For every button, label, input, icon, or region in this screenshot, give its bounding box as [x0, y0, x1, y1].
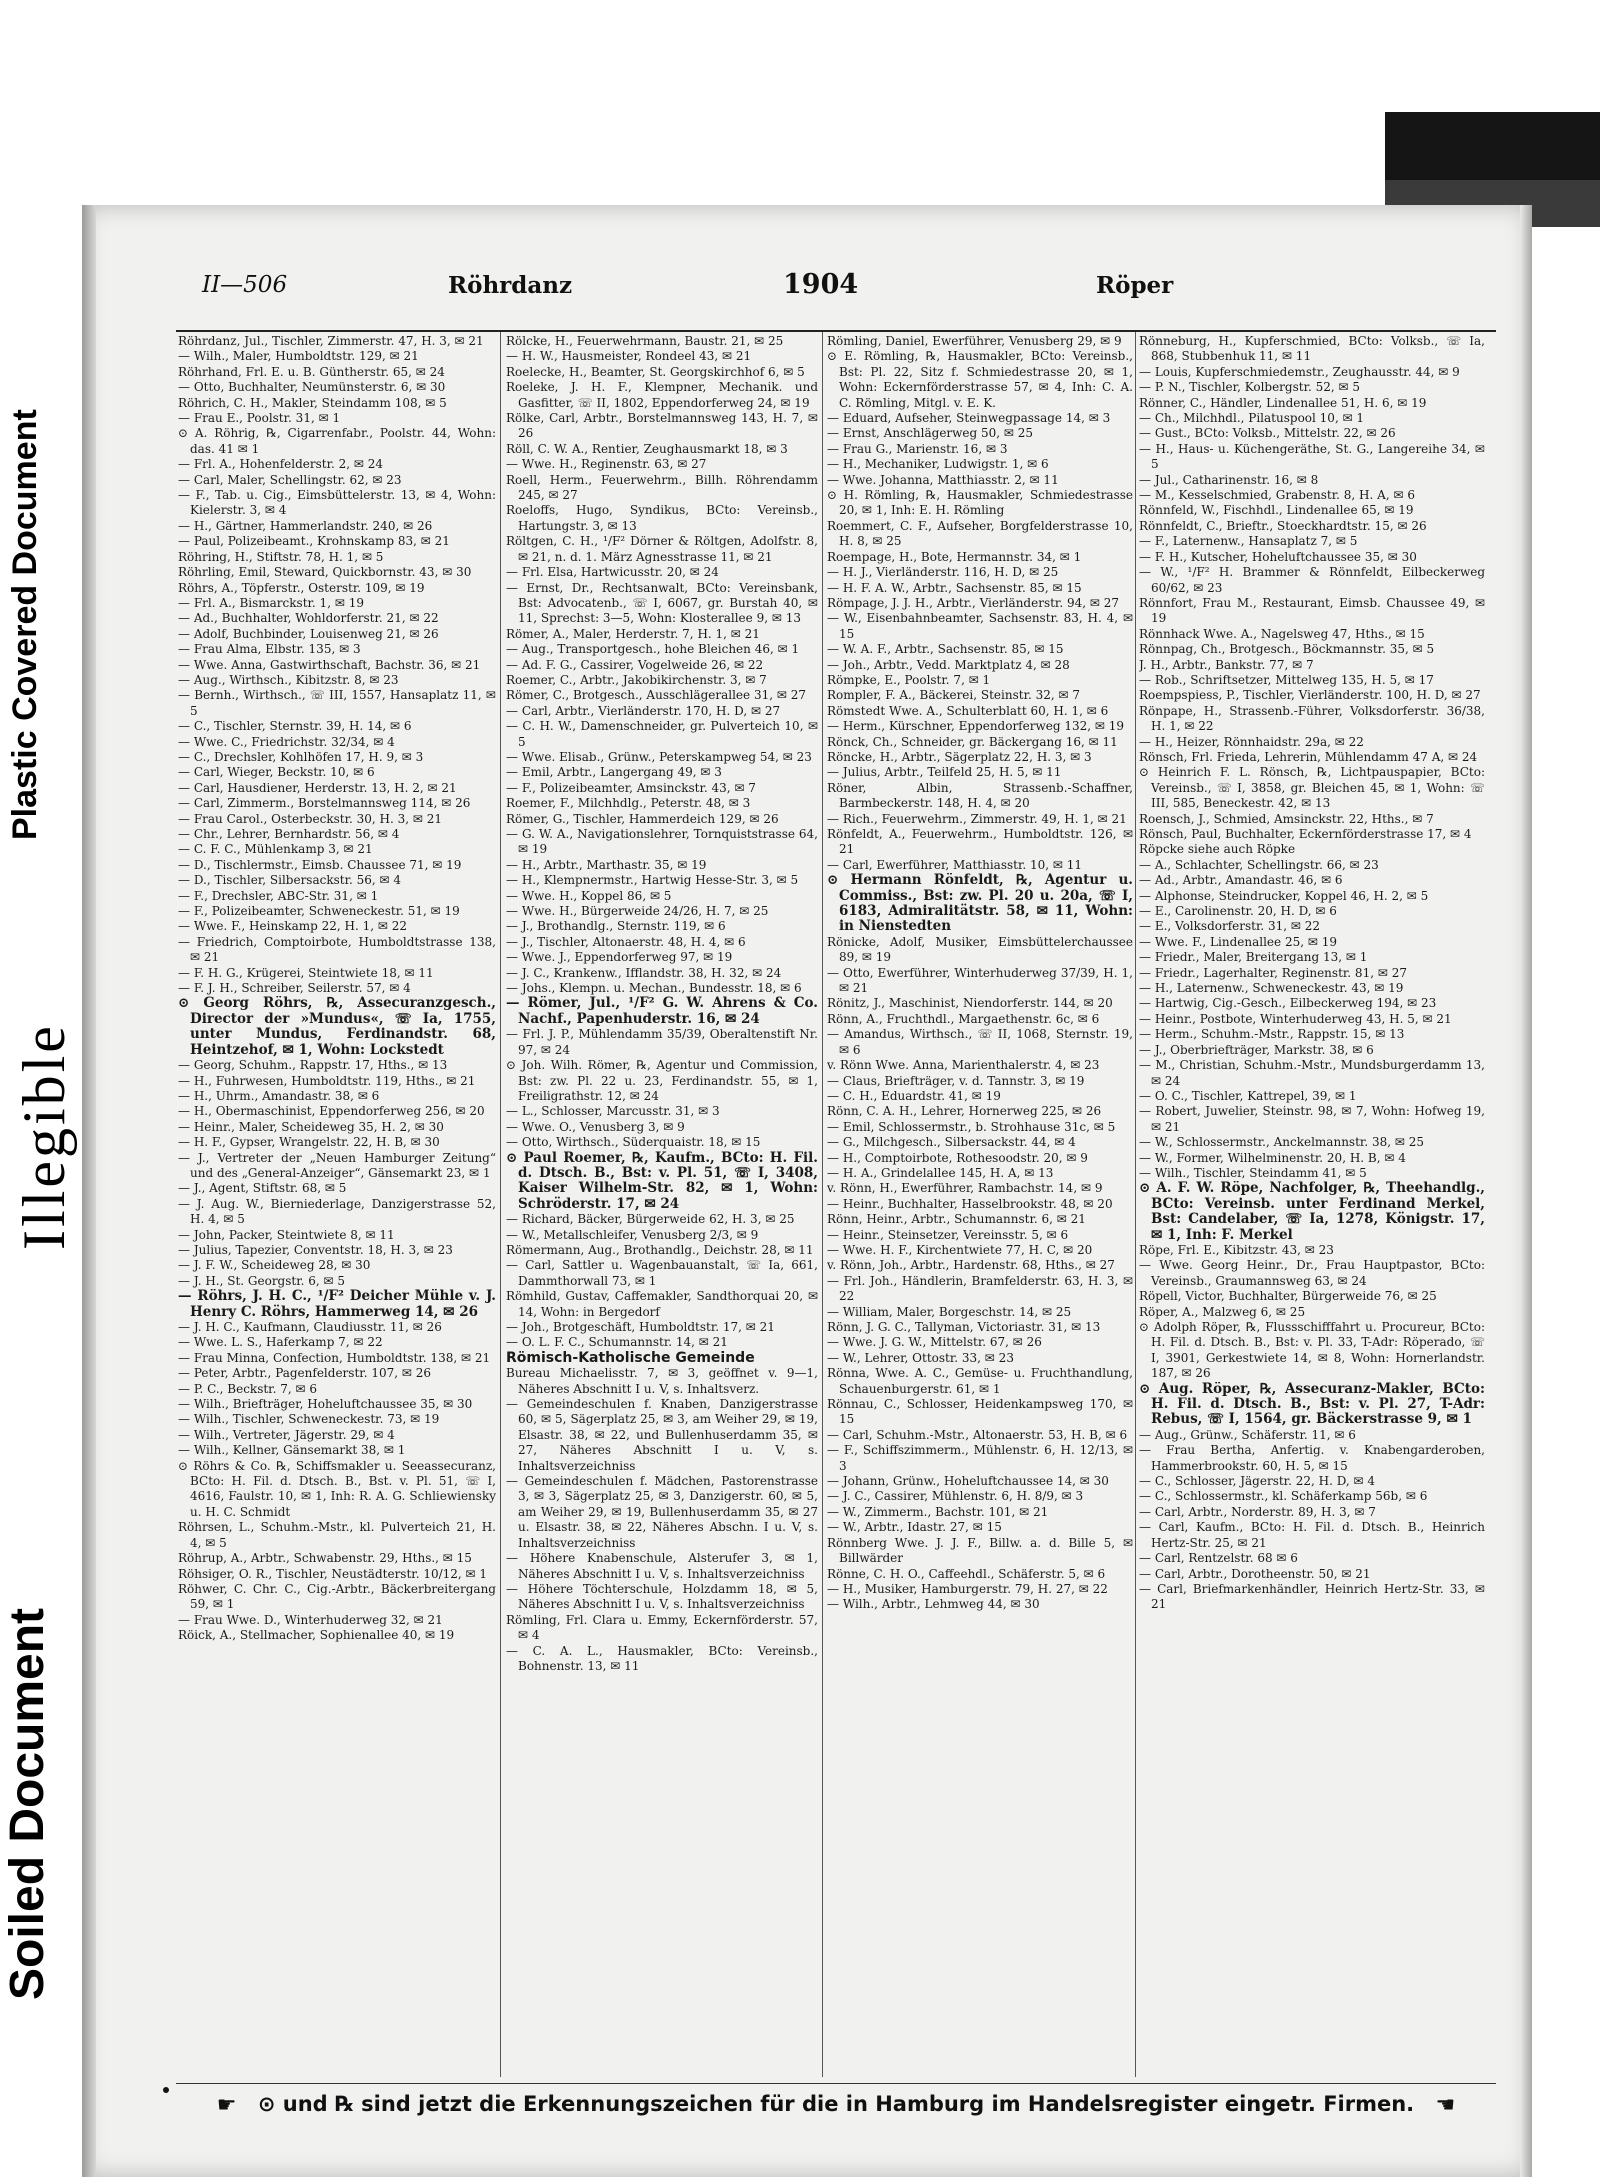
- page-header: [0, 269, 1600, 312]
- directory-entry: — C. A. L., Hausmakler, BCto: Vereinsb., Bohnenstr. 13, ✉ 11: [506, 1643, 818, 1673]
- directory-entry: — Wwe. L. S., Haferkamp 7, ✉ 22: [178, 1335, 383, 1350]
- directory-entry: — Friedr., Maler, Breitergang 13, ✉ 1: [1139, 950, 1368, 965]
- directory-entry: — H., Musiker, Hamburgerstr. 79, H. 27, ✉ 22: [827, 1581, 1108, 1596]
- directory-entry: Röhrling, Emil, Steward, Quickbornstr. 43, ✉ 30: [178, 565, 472, 580]
- directory-entry: Römpke, E., Poolstr. 7, ✉ 1: [827, 672, 991, 687]
- directory-entry: — Carl, Arbtr., Norderstr. 89, H. 3, ✉ 7: [1139, 1504, 1376, 1519]
- directory-entry: — J., Brothandlg., Sternstr. 119, ✉ 6: [506, 919, 726, 934]
- directory-entry: Roemer, F., Milchhdlg., Peterstr. 48, ✉ 3: [506, 796, 751, 811]
- directory-entry: — Otto, Ewerführer, Winterhuderweg 37/39, H. 1, ✉ 21: [827, 965, 1133, 996]
- directory-entry: Röncke, H., Arbtr., Sägerplatz 22, H. 3, ✉ 3: [827, 749, 1092, 764]
- directory-entry: — William, Maler, Borgeschstr. 14, ✉ 25: [827, 1304, 1072, 1319]
- stamp-soiled-document: Soiled Document: [1, 1607, 54, 2000]
- directory-column-3: [827, 334, 1133, 2064]
- directory-entry: Römer, C., Brotgesch., Ausschlägerallee 31, ✉ 27: [506, 688, 806, 703]
- directory-entry: Römer, G., Tischler, Hammerdeich 129, ✉ 26: [506, 811, 779, 826]
- directory-entry: Roemmert, C. F., Aufseher, Borgfelderstrasse 10, H. 8, ✉ 25: [827, 518, 1133, 549]
- directory-entry: — H., Laternenw., Schweneckestr. 43, ✉ 19: [1139, 981, 1404, 996]
- directory-entry: Rönn, J. G. C., Tallyman, Victoriastr. 31, ✉ 13: [827, 1320, 1101, 1334]
- directory-entry: — H. A., Grindelallee 145, H. A, ✉ 13: [827, 1165, 1054, 1180]
- pointing-hand-left-icon: ☚: [1435, 2092, 1456, 2118]
- directory-entry: Röhrhand, Frl. E. u. B. Güntherstr. 65, ✉ 24: [178, 364, 445, 379]
- directory-entry: — Robert, Juwelier, Steinstr. 98, ✉ 7, Wohn: Hofweg 19, ✉ 21: [1139, 1104, 1485, 1134]
- directory-entry: Rönn, A., Fruchthdl., Margaethenstr. 6c, ✉ 6: [827, 1011, 1100, 1026]
- directory-entry: — Aug., Transportgesch., hohe Bleichen 46, ✉ 1: [506, 642, 800, 657]
- directory-entry: — J. H. C., Kaufmann, Claudiusstr. 11, ✉ 26: [178, 1320, 442, 1334]
- directory-entry: — F. J. H., Schreiber, Seilerstr. 57, ✉ 4: [178, 981, 411, 996]
- directory-entry: — Carl, Briefmarkenhändler, Heinrich Hertz-Str. 33, ✉ 21: [1139, 1581, 1485, 1612]
- directory-entry: — Frau Minna, Confection, Humboldtstr. 138, ✉ 21: [178, 1350, 491, 1365]
- directory-entry: — O. L. F. C., Schumannstr. 14, ✉ 21: [506, 1335, 728, 1350]
- directory-entry: — A., Schlachter, Schellingstr. 66, ✉ 23: [1139, 857, 1379, 872]
- directory-entry: — Ernst, Anschlägerweg 50, ✉ 25: [827, 426, 1034, 441]
- directory-entry: Rönnhack Wwe. A., Nagelsweg 47, Hths., ✉ 15: [1139, 626, 1425, 641]
- directory-entry: ⊙ A. F. W. Röpe, Nachfolger, ℞, Theehandlg., BCto: Vereinsb. unter Ferdinand Merkel, Bst: Candelaber, ☏ Ia, 1278, Königstr. 17, ✉ 1, Inh: F. Merkel: [1139, 1181, 1485, 1243]
- directory-entry: ⊙ Georg Röhrs, ℞, Assecuranzgesch., Director der »Mundus«, ☏ Ia, 1755, unter Mundus, Ferdinandstr. 68, Heintzehof, ✉ 1, Wohn: Lockstedt: [178, 996, 496, 1058]
- directory-entry: — Hartwig, Cig.-Gesch., Eilbeckerweg 194, ✉ 23: [1139, 996, 1437, 1011]
- directory-entry: — Höhere Töchterschule, Holzdamm 18, ✉ 5, Näheres Abschnitt I u. V, s. Inhaltsverzeichniss: [506, 1581, 818, 1612]
- directory-entry: — Joh., Arbtr., Vedd. Marktplatz 4, ✉ 28: [827, 657, 1070, 672]
- directory-entry: — H. F. A. W., Arbtr., Sachsenstr. 85, ✉ 15: [827, 580, 1082, 595]
- stamp-plastic-covered: Plastic Covered Document: [6, 409, 44, 840]
- directory-entry: — Gemeindeschulen f. Mädchen, Pastorenstrasse 3, ✉ 3, Sägerplatz 25, ✉ 3, Danzigerstr. 60, ✉ 5, am Weiher 29, ✉ 19, Bullenhuserdamm 35, ✉ 27 u. Elsastr. 38, ✉ 22, Näheres Abschn. I u. V, s. Inhaltsverzeichniss: [506, 1474, 818, 1550]
- directory-entry: — W., Schlossermstr., Anckelmannstr. 38, ✉ 25: [1139, 1135, 1424, 1150]
- directory-entry: Röhrdanz, Jul., Tischler, Zimmerstr. 47, H. 3, ✉ 21: [178, 334, 484, 348]
- directory-entry: — Carl, Zimmerm., Borstelmannsweg 114, ✉ 26: [178, 796, 471, 811]
- directory-entry: — J., Vertreter der „Neuen Hamburger Zeitung“ und des „General-Anzeiger“, Gänsemarkt 23, ✉ 1: [178, 1150, 496, 1180]
- directory-entry: — G. W. A., Navigationslehrer, Tornquiststrasse 64, ✉ 19: [506, 827, 818, 857]
- directory-entry: — Frau G., Marienstr. 16, ✉ 3: [827, 441, 1008, 456]
- directory-entry: Röhrsen, L., Schuhm.-Mstr., kl. Pulverteich 21, H. 4, ✉ 5: [178, 1520, 496, 1550]
- directory-entry: ⊙ A. Röhrig, ℞, Cigarrenfabr., Poolstr. 44, Wohn: das. 41 ✉ 1: [178, 426, 496, 456]
- directory-entry: Röpcke siehe auch Röpke: [1139, 842, 1296, 857]
- header-first-name: Röhrdanz: [448, 272, 573, 299]
- directory-entry: — Amandus, Wirthsch., ☏ II, 1068, Sternstr. 19, ✉ 6: [827, 1027, 1133, 1057]
- directory-entry: — Joh., Brotgeschäft, Humboldtstr. 17, ✉ 21: [506, 1320, 775, 1334]
- directory-entry: — G., Milchgesch., Silbersackstr. 44, ✉ 4: [827, 1135, 1076, 1150]
- directory-entry: — John, Packer, Steintwiete 8, ✉ 11: [178, 1227, 395, 1242]
- directory-entry: — Georg, Schuhm., Rappstr. 17, Hths., ✉ 13: [178, 1058, 448, 1073]
- directory-entry: — Friedr., Lagerhalter, Reginenstr. 81, ✉ 27: [1139, 965, 1407, 980]
- directory-entry: — Wilh., Tischler, Schweneckestr. 73, ✉ 19: [178, 1412, 440, 1427]
- directory-entry: Rönnau, C., Schlosser, Heidenkampsweg 170, ✉ 15: [827, 1397, 1133, 1427]
- directory-entry: — H. W., Hausmeister, Rondeel 43, ✉ 21: [506, 349, 752, 364]
- directory-entry: Rönneburg, H., Kupferschmied, BCto: Volksb., ☏ Ia, 868, Stubbenhuk 11, ✉ 11: [1139, 334, 1485, 364]
- directory-entry: — C., Schlosser, Jägerstr. 22, H. D, ✉ 4: [1139, 1474, 1376, 1489]
- directory-entry: — Carl, Wieger, Beckstr. 10, ✉ 6: [178, 765, 375, 780]
- directory-entry: v. Rönn, H., Ewerführer, Rambachstr. 14, ✉ 9: [827, 1181, 1103, 1196]
- directory-entry: Rönicke, Adolf, Musiker, Eimsbüttelerchaussee 89, ✉ 19: [827, 934, 1133, 965]
- directory-entry: — Rich., Feuerwehrm., Zimmerstr. 49, H. 1, ✉ 21: [827, 811, 1127, 826]
- directory-entry: Roell, Herm., Feuerwehrm., Billh. Röhrendamm 245, ✉ 27: [506, 472, 818, 503]
- directory-column-4: [1139, 334, 1485, 2064]
- directory-entry: — Gust., BCto: Volksb., Mittelstr. 22, ✉ 26: [1139, 426, 1396, 441]
- directory-entry: — Frau Bertha, Anfertig. v. Knabengarderoben, Hammerbrookstr. 60, H. 5, ✉ 15: [1139, 1443, 1485, 1473]
- directory-entry: ⊙ Joh. Wilh. Römer, ℞, Agentur und Commission, Bst: zw. Pl. 22 u. 23, Ferdinandstr. 55, ✉ 1, Freiligrathstr. 12, ✉ 24: [506, 1058, 818, 1103]
- directory-entry: — J., Agent, Stiftstr. 68, ✉ 5: [178, 1181, 347, 1196]
- directory-entry: Rönnfeld, W., Fischhdl., Lindenallee 65, ✉ 19: [1139, 503, 1414, 518]
- directory-entry: — Ad., Buchhalter, Wohldorferstr. 21, ✉ 22: [178, 611, 439, 626]
- directory-entry: — Wwe. Anna, Gastwirthschaft, Bachstr. 36, ✉ 21: [178, 657, 481, 672]
- directory-entry: — Eduard, Aufseher, Steinwegpassage 14, ✉ 3: [827, 411, 1111, 426]
- directory-entry: — J. H., St. Georgstr. 6, ✉ 5: [178, 1273, 346, 1288]
- directory-entry: — H., Fuhrwesen, Humboldtstr. 119, Hths., ✉ 21: [178, 1073, 476, 1088]
- directory-entry: Rönn, C. A. H., Lehrer, Hornerweg 225, ✉ 26: [827, 1104, 1102, 1119]
- directory-entry: — H. J., Vierländerstr. 116, H. D, ✉ 25: [827, 565, 1059, 580]
- directory-entry: — Frau Wwe. D., Winterhuderweg 32, ✉ 21: [178, 1612, 443, 1627]
- directory-entry: Röner, Albin, Strassenb.-Schaffner, Barmbeckerstr. 148, H. 4, ✉ 20: [827, 780, 1133, 811]
- directory-entry: Röhrup, A., Arbtr., Schwabenstr. 29, Hths., ✉ 15: [178, 1551, 472, 1566]
- directory-entry: Rönner, C., Händler, Lindenallee 51, H. 6, ✉ 19: [1139, 395, 1427, 410]
- directory-entry: — H., Comptoirbote, Rothesoodstr. 20, ✉ 9: [827, 1150, 1088, 1165]
- directory-entry: — Wwe. F., Heinskamp 22, H. 1, ✉ 22: [178, 919, 408, 934]
- directory-entry: — Frl. A., Hohenfelderstr. 2, ✉ 24: [178, 457, 384, 472]
- directory-entry: — Ch., Milchhdl., Pilatuspool 10, ✉ 1: [1139, 411, 1365, 426]
- directory-entry: Römisch-Katholische Gemeinde: [506, 1350, 755, 1366]
- directory-entry: — H., Haus- u. Küchengeräthe, St. G., Langereihe 34, ✉ 5: [1139, 441, 1485, 472]
- directory-entry: — Wwe. O., Venusberg 3, ✉ 9: [506, 1119, 685, 1134]
- directory-entry: J. H., Arbtr., Bankstr. 77, ✉ 7: [1139, 657, 1314, 672]
- directory-entry: — H. F., Gypser, Wrangelstr. 22, H. B, ✉ 30: [178, 1135, 440, 1150]
- directory-entry: — C. H. W., Damenschneider, gr. Pulverteich 10, ✉ 5: [506, 719, 818, 749]
- directory-entry: — J. C., Krankenw., Ifflandstr. 38, H. 32, ✉ 24: [506, 965, 782, 980]
- directory-entry: — F., Tab. u. Cig., Eimsbüttelerstr. 13, ✉ 4, Wohn: Kielerstr. 3, ✉ 4: [178, 488, 496, 518]
- column-divider: [822, 332, 823, 2077]
- directory-entry: — Louis, Kupferschmiedemstr., Zeughausstr. 44, ✉ 9: [1139, 364, 1460, 379]
- directory-entry: Römling, Frl. Clara u. Emmy, Eckernförderstr. 57, ✉ 4: [506, 1612, 818, 1643]
- directory-entry: — W., ¹/F² H. Brammer & Rönnfeldt, Eilbeckerweg 60/62, ✉ 23: [1139, 565, 1485, 595]
- directory-entry: Röpell, Victor, Buchhalter, Bürgerweide 76, ✉ 25: [1139, 1289, 1437, 1304]
- directory-entry: Röltgen, C. H., ¹/F² Dörner & Röltgen, Adolfstr. 8, ✉ 21, n. d. 1. März Agnesstrasse 11, ✉ 21: [506, 534, 818, 564]
- directory-entry: Römermann, Aug., Brothandlg., Deichstr. 28, ✉ 11: [506, 1242, 814, 1257]
- directory-entry: — M., Kesselschmied, Grabenstr. 8, H. A, ✉ 6: [1139, 488, 1415, 503]
- directory-entry: — Wwe. C., Friedrichstr. 32/34, ✉ 4: [178, 734, 395, 749]
- directory-entry: — W. A. F., Arbtr., Sachsenstr. 85, ✉ 15: [827, 642, 1064, 657]
- directory-entry: Römpage, J. J. H., Arbtr., Vierländerstr. 94, ✉ 27: [827, 595, 1120, 610]
- directory-entry: Rönsch, Frl. Frieda, Lehrerin, Mühlendamm 47 A, ✉ 24: [1139, 749, 1478, 764]
- directory-entry: Rönna, Wwe. A. C., Gemüse- u. Fruchthandlung, Schauenburgerstr. 61, ✉ 1: [827, 1366, 1133, 1396]
- page-number: II—506: [202, 272, 288, 298]
- directory-entry: Röhrs, A., Töpferstr., Osterstr. 109, ✉ 19: [178, 580, 425, 595]
- directory-entry: — Peter, Arbtr., Pagenfelderstr. 107, ✉ 26: [178, 1366, 431, 1381]
- directory-entry: — E., Carolinenstr. 20, H. D, ✉ 6: [1139, 904, 1337, 919]
- directory-entry: — Carl, Schuhm.-Mstr., Altonaerstr. 53, H. B, ✉ 6: [827, 1427, 1128, 1442]
- directory-entry: — Römer, Jul., ¹/F² G. W. Ahrens & Co. Nachf., Papenhuderstr. 16, ✉ 24: [506, 996, 818, 1027]
- directory-entry: — Johs., Klempn. u. Mechan., Bundesstr. 18, ✉ 6: [506, 981, 802, 996]
- directory-entry: — W., Former, Wilhelminenstr. 20, H. B, ✉ 4: [1139, 1150, 1406, 1165]
- directory-entry: Rönn, Heinr., Arbtr., Schumannstr. 6, ✉ 21: [827, 1212, 1086, 1227]
- directory-entry: ⊙ E. Römling, ℞, Hausmakler, BCto: Vereinsb., Bst: Pl. 22, Sitz f. Schmiedestrasse 20, ✉ 1, Wohn: Eckernförderstrasse 57, ✉ 4, Inh: C. A. C. Römling, Mitgl. v. E. K.: [827, 349, 1133, 410]
- directory-entry: — H., Klempnermstr., Hartwig Hesse-Str. 3, ✉ 5: [506, 873, 799, 888]
- directory-entry: Rönnpag, Ch., Brotgesch., Böckmannstr. 35, ✉ 5: [1139, 642, 1435, 657]
- directory-entry: — Ernst, Dr., Rechtsanwalt, BCto: Vereinsbank, Bst: Advocatenb., ☏ I, 6067, gr. Burstah 40, ✉ 11, Sprechst: 3—5, Wohn: Klosterallee 9, ✉ 13: [506, 580, 818, 626]
- directory-entry: Rölcke, H., Feuerwehrmann, Baustr. 21, ✉ 25: [506, 334, 784, 348]
- directory-entry: — Claus, Briefträger, v. d. Tannstr. 3, ✉ 19: [827, 1073, 1085, 1088]
- directory-entry: — Otto, Buchhalter, Neumünsterstr. 6, ✉ 30: [178, 380, 446, 395]
- directory-entry: — Frl. Joh., Händlerin, Bramfelderstr. 63, H. 3, ✉ 22: [827, 1273, 1133, 1304]
- directory-entry: Römhild, Gustav, Caffemakler, Sandthorquai 20, ✉ 14, Wohn: in Bergedorf: [506, 1289, 818, 1319]
- directory-entry: — Chr., Lehrer, Bernhardstr. 56, ✉ 4: [178, 827, 400, 841]
- directory-entry: — Frau E., Poolstr. 31, ✉ 1: [178, 411, 341, 426]
- directory-entry: Roemer, C., Arbtr., Jakobikirchenstr. 3, ✉ 7: [506, 672, 767, 687]
- directory-entry: — C., Tischler, Sternstr. 39, H. 14, ✉ 6: [178, 719, 412, 734]
- directory-entry: Rönitz, J., Maschinist, Niendorferstr. 144, ✉ 20: [827, 996, 1113, 1011]
- directory-entry: — Höhere Knabenschule, Alsterufer 3, ✉ 1, Näheres Abschnitt I u. V, s. Inhaltsverzeichniss: [506, 1551, 818, 1581]
- directory-entry: Rönsch, Paul, Buchhalter, Eckernförderstrasse 17, ✉ 4: [1139, 827, 1472, 841]
- directory-entry: — H., Arbtr., Marthastr. 35, ✉ 19: [506, 857, 707, 872]
- margin-dot: [163, 2087, 169, 2093]
- directory-column-1: [178, 334, 496, 2064]
- directory-entry: — Wwe. F., Lindenallee 25, ✉ 19: [1139, 934, 1337, 949]
- directory-entry: — F., Schiffszimmerm., Mühlenstr. 6, H. 12/13, ✉ 3: [827, 1443, 1133, 1473]
- directory-entry: — C., Drechsler, Kohlhöfen 17, H. 9, ✉ 3: [178, 749, 424, 764]
- directory-entry: Roeloffs, Hugo, Syndikus, BCto: Vereinsb., Hartungstr. 3, ✉ 13: [506, 503, 818, 533]
- directory-entry: — H., Heizer, Rönnhaidstr. 29a, ✉ 22: [1139, 734, 1364, 749]
- directory-entry: Rönnberg Wwe. J. J. F., Billw. a. d. Bille 5, ✉ Billwärder: [827, 1535, 1133, 1566]
- directory-entry: — Richard, Bäcker, Bürgerweide 62, H. 3, ✉ 25: [506, 1212, 795, 1227]
- directory-entry: — F., Laternenw., Hansaplatz 7, ✉ 5: [1139, 534, 1358, 549]
- directory-entry: Roensch, J., Schmied, Amsinckstr. 22, Hths., ✉ 7: [1139, 811, 1434, 826]
- directory-entry: Röhrich, C. H., Makler, Steindamm 108, ✉ 5: [178, 395, 447, 410]
- directory-entry: — Frl. Elsa, Hartwicusstr. 20, ✉ 24: [506, 565, 719, 580]
- directory-entry: — C., Schlossermstr., kl. Schäferkamp 56b, ✉ 6: [1139, 1489, 1428, 1504]
- column-divider: [1135, 332, 1136, 2077]
- directory-entry: — J. F. W., Scheideweg 28, ✉ 30: [178, 1258, 371, 1273]
- directory-entry: — C. H., Eduardstr. 41, ✉ 19: [827, 1088, 1001, 1103]
- header-last-name: Röper: [1096, 272, 1174, 299]
- directory-entry: — Wwe. H. F., Kirchentwiete 77, H. C, ✉ 20: [827, 1242, 1093, 1257]
- header-year: 1904: [783, 269, 859, 300]
- directory-entry: — W., Lehrer, Ottostr. 33, ✉ 23: [827, 1350, 1014, 1365]
- directory-entry: — Aug., Wirthsch., Kibitzstr. 8, ✉ 23: [178, 672, 399, 687]
- directory-entry: ⊙ H. Römling, ℞, Hausmakler, Schmiedestrasse 20, ✉ 1, Inh: E. H. Römling: [827, 488, 1133, 518]
- directory-entry: Röper, A., Malzweg 6, ✉ 25: [1139, 1304, 1306, 1319]
- directory-entry: — Ad., Arbtr., Amandastr. 46, ✉ 6: [1139, 873, 1343, 888]
- directory-entry: Röhsiger, O. R., Tischler, Neustädterstr. 10/12, ✉ 1: [178, 1566, 488, 1581]
- directory-entry: — Wwe. Johanna, Matthiasstr. 2, ✉ 11: [827, 472, 1059, 487]
- directory-entry: Rönnfort, Frau M., Restaurant, Eimsb. Chaussee 49, ✉ 19: [1139, 595, 1485, 626]
- directory-entry: — Heinr., Buchhalter, Hasselbrookstr. 48, ✉ 20: [827, 1196, 1113, 1211]
- directory-entry: v. Rönn, Joh., Arbtr., Hardenstr. 68, Hths., ✉ 27: [827, 1258, 1115, 1273]
- directory-entry: — Herm., Kürschner, Eppendorferweg 132, ✉ 19: [827, 719, 1125, 734]
- directory-entry: Römer, A., Maler, Herderstr. 7, H. 1, ✉ 21: [506, 626, 760, 641]
- directory-entry: — Heinr., Postbote, Winterhuderweg 43, H. 5, ✉ 21: [1139, 1011, 1452, 1026]
- directory-entry: — Wwe. J. G. W., Mittelstr. 67, ✉ 26: [827, 1335, 1042, 1350]
- directory-entry: Röhring, H., Stiftstr. 78, H. 1, ✉ 5: [178, 549, 384, 564]
- header-rule: [176, 330, 1496, 332]
- directory-entry: Römling, Daniel, Ewerführer, Venusberg 29, ✉ 9: [827, 334, 1122, 348]
- directory-entry: Römstedt Wwe. A., Schulterblatt 60, H. 1, ✉ 6: [827, 703, 1109, 718]
- directory-entry: ⊙ Röhrs & Co. ℞, Schiffsmakler u. Seeassecuranz, BCto: H. Fil. d. Dtsch. B., Bst. v. Pl. 51, ☏ I, 4616, Faulstr. 10, ✉ 1, Inh: R. A. G. Schliewiensky u. H. C. Schmidt: [178, 1458, 496, 1519]
- directory-entry: — Frl. A., Bismarckstr. 1, ✉ 19: [178, 595, 364, 610]
- directory-entry: — Adolf, Buchbinder, Louisenweg 21, ✉ 26: [178, 626, 439, 641]
- directory-entry: — Wilh., Vertreter, Jägerstr. 29, ✉ 4: [178, 1427, 395, 1442]
- directory-entry: — J. Aug. W., Bierniederlage, Danzigerstrasse 52, H. 4, ✉ 5: [178, 1196, 496, 1227]
- directory-entry: — Julius, Tapezier, Conventstr. 18, H. 3, ✉ 23: [178, 1242, 453, 1257]
- directory-entry: — O. C., Tischler, Kattrepel, 39, ✉ 1: [1139, 1088, 1357, 1103]
- directory-entry: — Wwe. H., Bürgerweide 24/26, H. 7, ✉ 25: [506, 904, 769, 919]
- directory-entry: Röll, C. W. A., Rentier, Zeughausmarkt 18, ✉ 3: [506, 441, 788, 456]
- directory-entry: — P. N., Tischler, Kolbergstr. 52, ✉ 5: [1139, 380, 1361, 395]
- directory-entry: ⊙ Aug. Röper, ℞, Assecuranz-Makler, BCto: H. Fil. d. Dtsch. B., Bst: v. Pl. 27, T-Adr: Rebus, ☏ I, 1564, gr. Bäckerstrasse 9, ✉ 1: [1139, 1381, 1485, 1428]
- directory-entry: Rompler, F. A., Bäckerei, Steinstr. 32, ✉ 7: [827, 688, 1081, 703]
- stamp-illegible: Illegible: [11, 1023, 77, 1250]
- directory-entry: — Frau Alma, Elbstr. 135, ✉ 3: [178, 642, 361, 657]
- directory-entry: — Gemeindeschulen f. Knaben, Danzigerstrasse 60, ✉ 5, Sägerplatz 25, ✉ 3, am Weiher 29, ✉ 19, Elsastr. 38, ✉ 22, und Bullenhuserdamm 35, ✉ 27, Näheres Abschnitt I u. V, s. Inhaltsverzeichniss: [506, 1397, 818, 1473]
- directory-entry: — Röhrs, J. H. C., ¹/F² Deicher Mühle v. J. Henry C. Röhrs, Hammerweg 14, ✉ 26: [178, 1289, 496, 1320]
- directory-entry: — W., Metallschleifer, Venusberg 2/3, ✉ 9: [506, 1227, 759, 1242]
- directory-entry: — D., Tischler, Silbersackstr. 56, ✉ 4: [178, 873, 402, 888]
- directory-entry: — Johann, Grünw., Hoheluftchaussee 14, ✉ 30: [827, 1474, 1109, 1489]
- directory-entry: — Alphonse, Steindrucker, Koppel 46, H. 2, ✉ 5: [1139, 888, 1429, 903]
- directory-entry: — L., Schlosser, Marcusstr. 31, ✉ 3: [506, 1104, 720, 1119]
- directory-entry: — J., Oberbriefträger, Markstr. 38, ✉ 6: [1139, 1042, 1374, 1057]
- directory-entry: — Wwe. H., Koppel 86, ✉ 5: [506, 888, 672, 903]
- directory-entry: — Wwe. H., Reginenstr. 63, ✉ 27: [506, 457, 707, 472]
- page-left-binding: [82, 205, 96, 2177]
- directory-entry: — H., Gärtner, Hammerlandstr. 240, ✉ 26: [178, 518, 433, 533]
- pointing-hand-right-icon: ☛: [216, 2092, 237, 2118]
- directory-entry: — F., Polizeibeamter, Schweneckestr. 51, ✉ 19: [178, 904, 460, 919]
- directory-entry: — W., Zimmerm., Bachstr. 101, ✉ 21: [827, 1504, 1049, 1519]
- directory-entry: Roempage, H., Bote, Hermannstr. 34, ✉ 1: [827, 549, 1082, 564]
- directory-entry: — Julius, Arbtr., Teilfeld 25, H. 5, ✉ 11: [827, 765, 1062, 780]
- directory-entry: — Wilh., Tischler, Steindamm 41, ✉ 5: [1139, 1165, 1367, 1180]
- directory-entry: — F., Polizeibeamter, Amsinckstr. 43, ✉ 7: [506, 780, 756, 795]
- directory-entry: Rönck, Ch., Schneider, gr. Bäckergang 16, ✉ 11: [827, 734, 1118, 749]
- page-right-edge: [1520, 205, 1532, 2177]
- directory-entry: — Emil, Arbtr., Langergang 49, ✉ 3: [506, 765, 722, 780]
- directory-entry: — Carl, Arbtr., Vierländerstr. 170, H. D, ✉ 27: [506, 703, 781, 718]
- directory-entry: ⊙ Paul Roemer, ℞, Kaufm., BCto: H. Fil. d. Dtsch. B., Bst: v. Pl. 51, ☏ I, 3408, Kaiser Wilhelm-Str. 82, ✉ 1, Wohn: Schröderstr. 17, ✉ 24: [506, 1150, 818, 1212]
- directory-entry: — Paul, Polizeibeamt., Krohnskamp 83, ✉ 21: [178, 534, 450, 549]
- directory-entry: — F. H., Kutscher, Hoheluftchaussee 35, ✉ 30: [1139, 549, 1417, 564]
- directory-entry: Röick, A., Stellmacher, Sophienallee 40, ✉ 19: [178, 1628, 455, 1643]
- directory-entry: — P. C., Beckstr. 7, ✉ 6: [178, 1381, 317, 1396]
- directory-entry: — Carl, Ewerführer, Matthiasstr. 10, ✉ 11: [827, 857, 1083, 872]
- directory-entry: — M., Christian, Schuhm.-Mstr., Mundsburgerdamm 13, ✉ 24: [1139, 1058, 1485, 1088]
- footer-note: ⊙ und ℞ sind jetzt die Erkennungszeichen für die in Hamburg im Handelsregister eingetr. Firmen.: [257, 2092, 1415, 2116]
- directory-entry: Rönpape, H., Strassenb.-Führer, Volksdorferstr. 36/38, H. 1, ✉ 22: [1139, 703, 1485, 734]
- directory-entry: — Wwe. Georg Heinr., Dr., Frau Hauptpastor, BCto: Vereinsb., Graumannsweg 63, ✉ 24: [1139, 1258, 1485, 1288]
- directory-entry: — Wilh., Arbtr., Lehmweg 44, ✉ 30: [827, 1597, 1040, 1612]
- directory-entry: Rönfeldt, A., Feuerwehrm., Humboldtstr. 126, ✉ 21: [827, 827, 1133, 857]
- directory-entry: Roeleke, J. H. F., Klempner, Mechanik. und Gasfitter, ☏ II, 1802, Eppendorferweg 24, ✉ 19: [506, 380, 818, 410]
- directory-entry: — Carl, Sattler u. Wagenbauanstalt, ☏ Ia, 661, Dammthorwall 73, ✉ 1: [506, 1258, 818, 1288]
- directory-entry: Röhwer, C. Chr. C., Cig.-Arbtr., Bäckerbreitergang 59, ✉ 1: [178, 1581, 496, 1612]
- directory-entry: — F. H. G., Krügerei, Steintwiete 18, ✉ 11: [178, 965, 434, 980]
- directory-entry: — Jul., Catharinenstr. 16, ✉ 8: [1139, 472, 1319, 487]
- directory-entry: — Aug., Grünw., Schäferstr. 11, ✉ 6: [1139, 1427, 1356, 1442]
- directory-entry: — Wilh., Briefträger, Hoheluftchaussee 35, ✉ 30: [178, 1397, 473, 1412]
- directory-entry: — Carl, Kaufm., BCto: H. Fil. d. Dtsch. B., Heinrich Hertz-Str. 25, ✉ 21: [1139, 1520, 1485, 1550]
- directory-entry: — Heinr., Steinsetzer, Vereinsstr. 5, ✉ 6: [827, 1227, 1069, 1242]
- directory-entry: — Heinr., Maler, Scheideweg 35, H. 2, ✉ 30: [178, 1119, 444, 1134]
- directory-entry: — Rob., Schriftsetzer, Mittelweg 135, H. 5, ✉ 17: [1139, 672, 1434, 687]
- directory-entry: — Wilh., Maler, Humboldtstr. 129, ✉ 21: [178, 349, 419, 364]
- page-footer: [176, 2092, 1496, 2132]
- directory-entry: — H., Uhrm., Amandastr. 38, ✉ 6: [178, 1088, 380, 1103]
- directory-entry: — E., Volksdorferstr. 31, ✉ 22: [1139, 919, 1321, 934]
- directory-entry: ⊙ Hermann Rönfeldt, ℞, Agentur u. Commiss., Bst: zw. Pl. 20 u. 20a, ☏ I, 6183, Admiralitätstr. 58, ✉ 11, Wohn: in Nienstedten: [827, 873, 1133, 935]
- directory-entry: — Friedrich, Comptoirbote, Humboldtstrasse 138, ✉ 21: [178, 934, 496, 965]
- directory-entry: — Bernh., Wirthsch., ☏ III, 1557, Hansaplatz 11, ✉ 5: [178, 688, 496, 718]
- directory-entry: — H., Mechaniker, Ludwigstr. 1, ✉ 6: [827, 457, 1049, 472]
- directory-entry: Roelecke, H., Beamter, St. Georgskirchhof 6, ✉ 5: [506, 364, 805, 379]
- directory-entry: — Carl, Rentzelstr. 68 ✉ 6: [1139, 1551, 1298, 1566]
- directory-entry: — Emil, Schlossermstr., b. Strohhause 31c, ✉ 5: [827, 1119, 1116, 1134]
- directory-entry: — F., Drechsler, ABC-Str. 31, ✉ 1: [178, 888, 379, 903]
- directory-entry: — C. F. C., Mühlenkamp 3, ✉ 21: [178, 842, 373, 857]
- directory-entry: Rölke, Carl, Arbtr., Borstelmannsweg 143, H. 7, ✉ 26: [506, 411, 818, 441]
- directory-entry: — Wilh., Kellner, Gänsemarkt 38, ✉ 1: [178, 1443, 406, 1458]
- directory-entry: — J. C., Cassirer, Mühlenstr. 6, H. 8/9, ✉ 3: [827, 1489, 1084, 1504]
- directory-entry: — Carl, Arbtr., Dorotheenstr. 50, ✉ 21: [1139, 1566, 1371, 1581]
- directory-entry: — Carl, Hausdiener, Herderstr. 13, H. 2, ✉ 21: [178, 780, 457, 795]
- directory-entry: — Frl. J. P., Mühlendamm 35/39, Oberaltenstift Nr. 97, ✉ 24: [506, 1027, 818, 1057]
- directory-entry: — W., Eisenbahnbeamter, Sachsenstr. 83, H. 4, ✉ 15: [827, 611, 1133, 641]
- directory-entry: — W., Arbtr., Idastr. 27, ✉ 15: [827, 1520, 1002, 1535]
- directory-entry: — Frau Carol., Osterbeckstr. 30, H. 3, ✉ 21: [178, 811, 443, 826]
- directory-entry: — D., Tischlermstr., Eimsb. Chaussee 71, ✉ 19: [178, 857, 462, 872]
- directory-entry: ⊙ Adolph Röper, ℞, Flussschifffahrt u. Procureur, BCto: H. Fil. d. Dtsch. B., Bst: v. Pl. 33, T-Adr: Röperado, ☏ I, 3901, Gerkestwiete 14, ✉ 8, Wohn: Hornerlandstr. 187, ✉ 26: [1139, 1320, 1485, 1381]
- directory-entry: Rönnfeldt, C., Brieftr., Stoeckhardtstr. 15, ✉ 26: [1139, 518, 1427, 533]
- directory-entry: — Ad. F. G., Cassirer, Vogelweide 26, ✉ 22: [506, 657, 764, 672]
- directory-column-2: [506, 334, 818, 2064]
- directory-entry: — J., Tischler, Altonaerstr. 48, H. 4, ✉ 6: [506, 934, 746, 949]
- directory-entry: — Wwe. J., Eppendorferweg 97, ✉ 19: [506, 950, 733, 965]
- directory-entry: ⊙ Heinrich F. L. Rönsch, ℞, Lichtpauspapier, BCto: Vereinsb., ☏ I, 3858, gr. Bleichen 45, ✉ 1, Wohn: ☏ III, 585, Beneckestr. 42, ✉ 13: [1139, 765, 1485, 811]
- directory-entry: v. Rönn Wwe. Anna, Marienthalerstr. 4, ✉ 23: [827, 1058, 1100, 1073]
- column-divider: [500, 332, 501, 2077]
- directory-entry: Rönne, C. H. O., Caffeehdl., Schäferstr. 5, ✉ 6: [827, 1566, 1106, 1581]
- footer-rule: [176, 2083, 1496, 2084]
- directory-entry: — Herm., Schuhm.-Mstr., Rappstr. 15, ✉ 13: [1139, 1027, 1405, 1042]
- directory-entry: — Carl, Maler, Schellingstr. 62, ✉ 23: [178, 472, 402, 487]
- directory-entry: Roempspiess, P., Tischler, Vierländerstr. 100, H. D, ✉ 27: [1139, 688, 1481, 703]
- directory-entry: — Otto, Wirthsch., Süderquaistr. 18, ✉ 15: [506, 1135, 761, 1150]
- directory-entry: — H., Obermaschinist, Eppendorferweg 256, ✉ 20: [178, 1104, 485, 1119]
- directory-entry: Bureau Michaelisstr. 7, ✉ 3, geöffnet v. 9—1, Näheres Abschnitt I u. V, s. Inhaltsverz.: [506, 1366, 818, 1396]
- directory-entry: Röpe, Frl. E., Kibitzstr. 43, ✉ 23: [1139, 1242, 1334, 1257]
- directory-entry: — Wwe. Elisab., Grünw., Peterskampweg 54, ✉ 23: [506, 749, 812, 764]
